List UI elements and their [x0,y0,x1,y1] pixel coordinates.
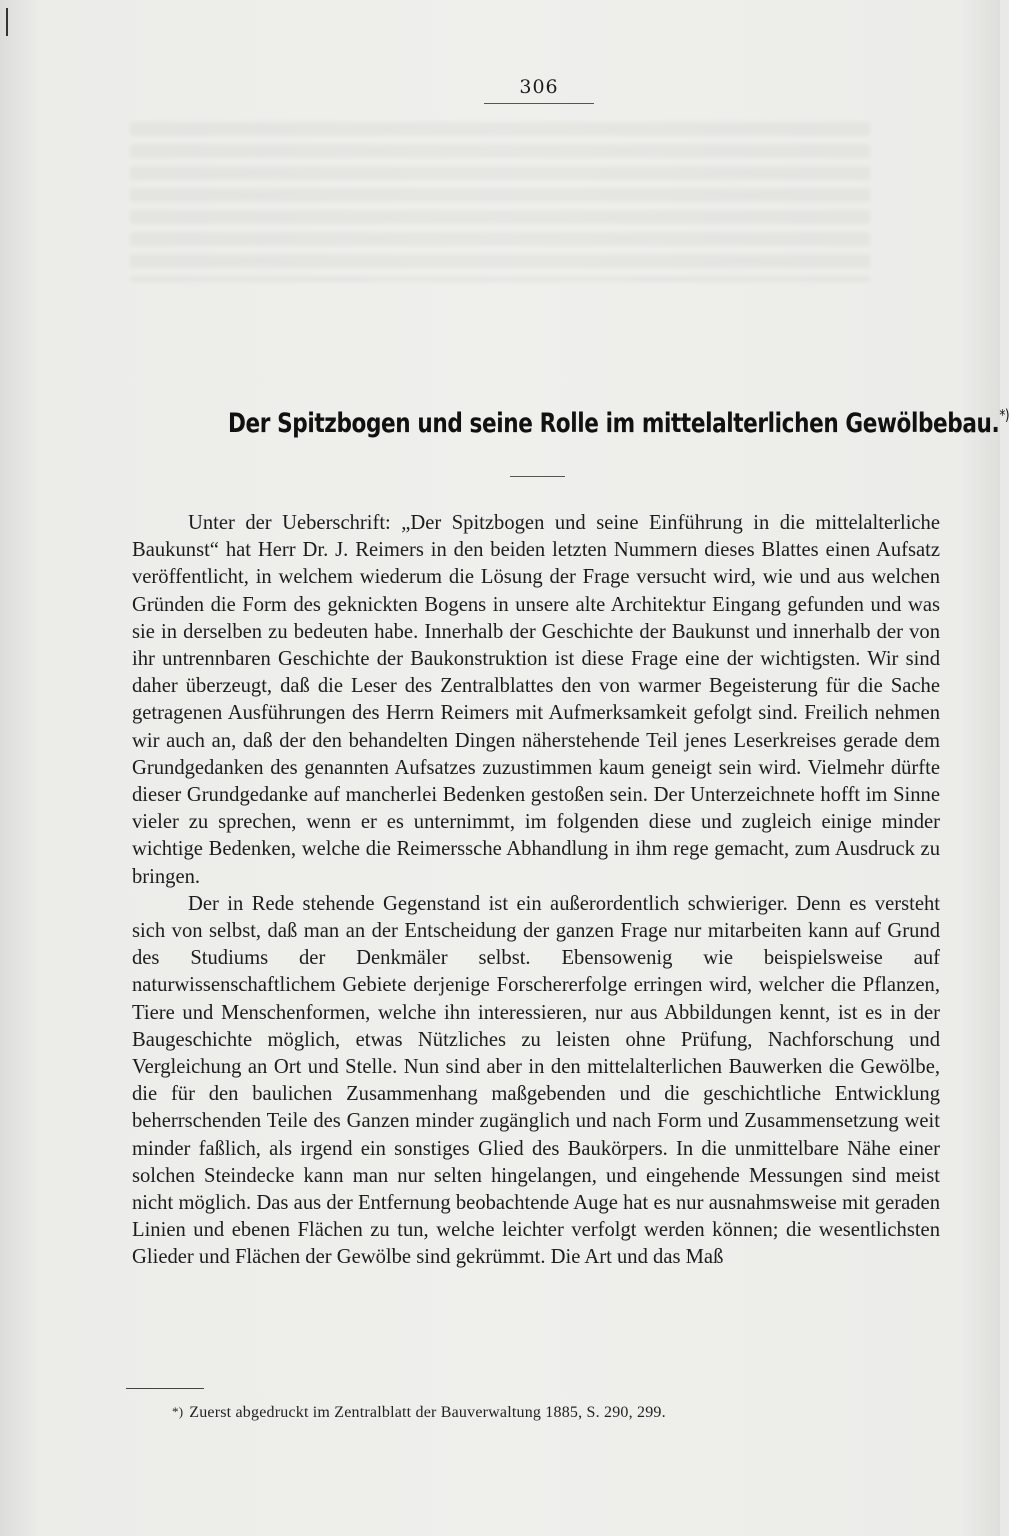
paragraph: Der in Rede stehende Gegenstand ist ein außerordentlich schwieriger. Denn es versteht sich von selbst, daß man an der Entscheidung der ganzen Frage nur mitarbeiten kann auf Grund des Studiums der Denkmäler selbst. Ebensowenig wie beispielsweise auf naturwissenschaftlichem Gebiete derjenige Forschererfolge erringen wird, welcher die Pflanzen, Tiere und Menschenformen, welche ihn interessieren, nur aus Abbildungen kennt, ist es in der Baugeschichte möglich, etwas Nützliches zu leisten ohne Prüfung, Nachforschung und Vergleichung an Ort und Stelle. Nun sind aber in den mittelalterlichen Bauwerken die Gewölbe, die für den baulichen Zusammenhang maßgebenden und die geschichtliche Entwicklung beherrschenden Teile des Ganzen minder zugänglich und nach Form und Zusammensetzung weit minder faßlich, als irgend ein sonstiges Glied des Baukörpers. In die unmittelbare Nähe einer solchen Steindecke kann man nur selten hingelangen, und eingehende Messungen sind meist nicht möglich. Das aus der Entfernung beobachtende Auge hat es nur ausnahmsweise mit geraden Linien und ebenen Flächen zu tun, welche leichter verfolgt werden können; die wesentlichsten Glieder und Flächen der Gewölbe sind gekrümmt. Die Art und das Maß [132,892,940,1269]
footnote-marker: *) [172,1404,184,1419]
page-number: 306 [519,76,559,98]
bleed-through-text [130,122,870,282]
page-number-rule [484,103,594,104]
footnote-text: Zuerst abgedruckt im Zentralblatt der Bauverwaltung 1885, S. 290, 299. [189,1404,666,1421]
article-title [228,406,1009,439]
article-body [132,510,940,1272]
paragraph: Unter der Ueberschrift: „Der Spitzbogen und seine Einführung in die mittelalterliche Baukunst“ hat Herr Dr. J. Reimers in den beiden letzten Nummern dieses Blattes einen Aufsatz veröffentlicht, in welchem wiederum die Lösung der Frage versucht wird, wie und aus welchen Gründen die Form des geknickten Bogens in unsere alte Architektur Eingang gefunden und was sie in derselben zu bedeuten habe. Innerhalb der Geschichte der Baukunst und innerhalb der von ihr untrennbaren Geschichte der Baukonstruktion ist diese Frage eine der wichtigsten. Wir sind daher überzeugt, daß die Leser des Zentralblattes den von warmer Begeisterung für die Sache getragenen Ausführungen des Herrn Reimers mit Aufmerksamkeit gefolgt sind. Freilich nehmen wir auch an, daß der den behandelten Dingen näherstehende Teil jenes Leserkreises gerade dem Grundgedanken des genannten Aufsatzes zuzustimmen kaum geneigt sein wird. Vielmehr dürfte dieser Grundgedanke auf mancherlei Bedenken gestoßen sein. Der Unterzeichnete hofft im Sinne vieler zu sprechen, wenn er es unternimmt, im folgenden diese und zugleich einige minder wichtige Bedenken, welche die Reimerssche Abhandlung in ihm rege gemacht, zum Ausdruck zu bringen. [132,512,940,888]
footnote-rule [126,1388,204,1389]
article-title-text: Der Spitzbogen und seine Rolle im mittelalterlichen Gewölbebau. [228,408,1000,439]
footnote [172,1404,872,1422]
title-rule [510,476,565,477]
title-footnote-marker: *) [999,406,1009,424]
scan-edge-mark [6,8,8,36]
